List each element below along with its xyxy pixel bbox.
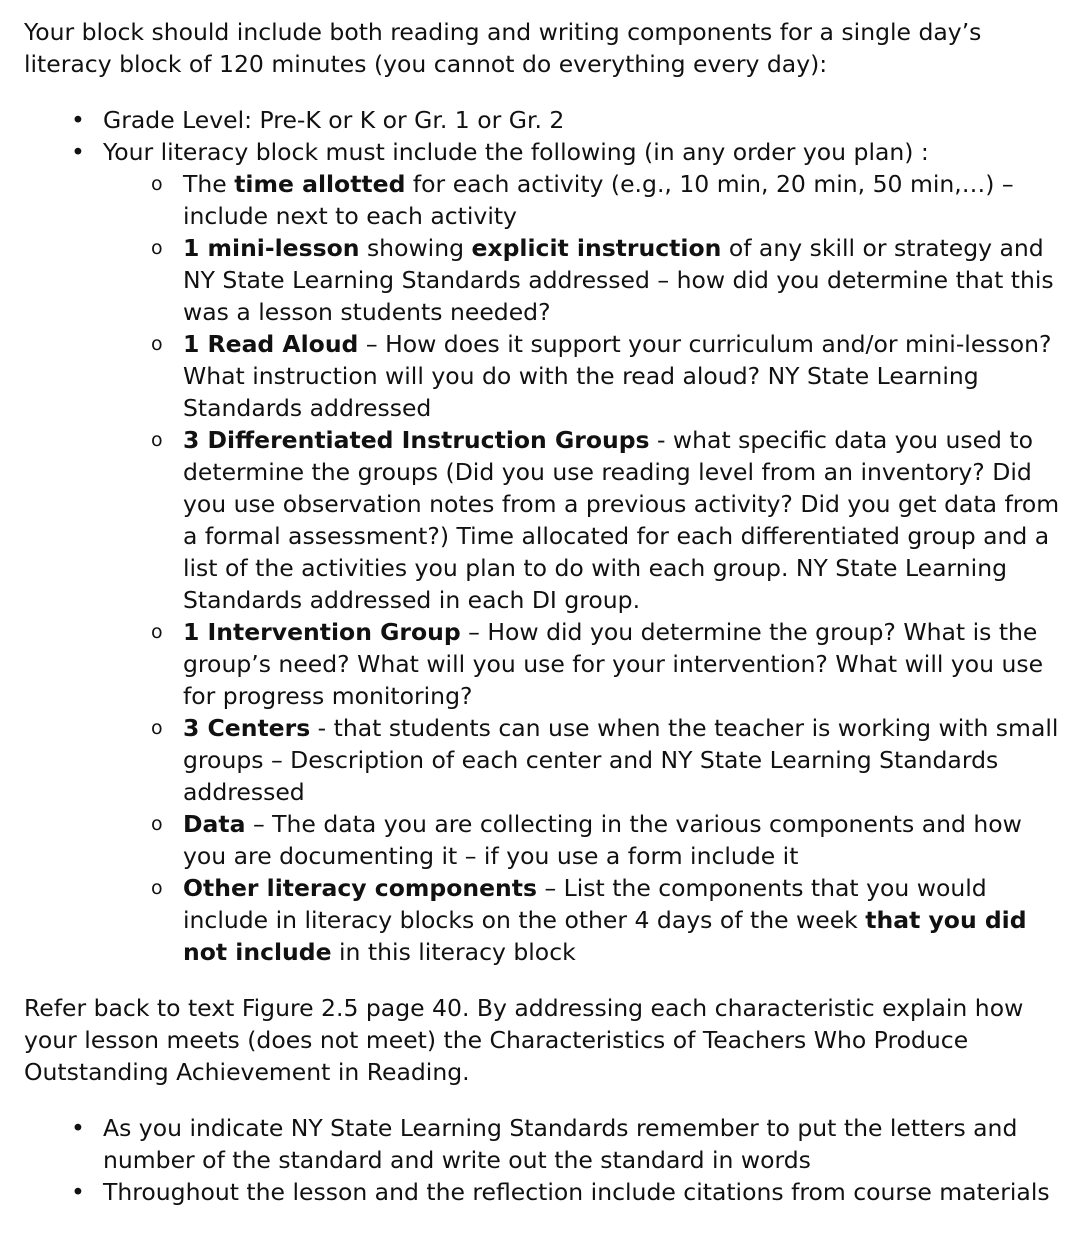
list-item-must-include [24,136,1063,968]
read-aloud-rest: – How does it support your curriculum and/or mini-lesson? What instruction will you do with the read aloud? NY State Learning Standards addressed [183,330,1052,422]
component-read-aloud [103,328,1063,424]
other-rest: in this literacy block [331,938,576,966]
time-rest: for each activity (e.g., 10 min, 20 min, 50 min,…) – include next to each activity [183,170,1014,230]
disc-bullet-icon: • [71,1114,85,1142]
list-item-grade-level [24,104,1063,136]
read-aloud-bold: 1 Read Aloud [183,330,359,358]
intervention-bold: 1 Intervention Group [183,618,461,646]
circle-bullet-icon: o [151,717,163,739]
requirements-list [24,104,1063,968]
component-mini-lesson [103,232,1063,328]
circle-bullet-icon: o [151,877,163,899]
di-groups-rest: - what specific data you used to determine the groups (Did you use reading level from an inventory? Did you use observation notes from a previous activity? Did you get data from a formal assessment?) Time allocated for each differentiated group and a list of the activities you plan to do with each group. NY State Learning Standards addressed in each DI group. [183,426,1060,614]
data-rest: – The data you are collecting in the various components and how you are documenting it – if you use a form include it [183,810,1022,870]
citations-note-text: Throughout the lesson and the reflection include citations from course materials [103,1178,1050,1206]
standards-note-text: As you indicate NY State Learning Standards remember to put the letters and number of the standard and write out the standard in words [103,1114,1018,1174]
circle-bullet-icon: o [151,813,163,835]
other-bold: Other literacy components [183,874,537,902]
mini-lesson-mid: showing [359,234,472,262]
time-pre: The [183,170,235,198]
final-notes-list [24,1112,1063,1208]
di-groups-bold: 3 Differentiated Instruction Groups [183,426,650,454]
data-bold: Data [183,810,246,838]
component-time-allotted [103,168,1063,232]
centers-bold: 3 Centers [183,714,311,742]
explicit-instruction-bold: explicit instruction [471,234,722,262]
circle-bullet-icon: o [151,237,163,259]
mini-lesson-bold: 1 mini-lesson [183,234,360,262]
list-item-citations-note [24,1176,1063,1208]
refer-paragraph: Refer back to text Figure 2.5 page 40. By addressing each characteristic explain how your lesson meets (does not meet) the Characteristics of Teachers Who Produce Outstanding Achievement in Reading. [24,994,1024,1086]
other-mid: – List the components that you would include in literacy blocks on the other 4 days of the week [183,874,987,934]
component-centers [103,712,1063,808]
circle-bullet-icon: o [151,429,163,451]
disc-bullet-icon: • [71,138,85,166]
component-data [103,808,1063,872]
centers-rest: - that students can use when the teacher is working with small groups – Description of each center and NY State Learning Standards addressed [183,714,1059,806]
intro-paragraph: Your block should include both reading and writing components for a single day’s literacy block of 120 minutes (you cannot do everything every day): [24,18,982,78]
other-not-included-bold: that you did not include [183,906,1027,966]
component-intervention-group [103,616,1063,712]
list-item-standards-note [24,1112,1063,1176]
disc-bullet-icon: • [71,106,85,134]
disc-bullet-icon: • [71,1178,85,1206]
intervention-rest: – How did you determine the group? What is the group’s need? What will you use for your intervention? What will you use for progress monitoring? [183,618,1044,710]
component-other-literacy [103,872,1063,968]
grade-level-text: Grade Level: Pre-K or K or Gr. 1 or Gr. 2 [103,106,565,134]
circle-bullet-icon: o [151,333,163,355]
component-di-groups [103,424,1063,616]
must-include-text: Your literacy block must include the following (in any order you plan) : [103,138,929,166]
circle-bullet-icon: o [151,173,163,195]
mini-lesson-rest: of any skill or strategy and NY State Learning Standards addressed – how did you determine that this was a lesson students needed? [183,234,1054,326]
circle-bullet-icon: o [151,621,163,643]
components-list [103,168,1063,968]
time-allotted-bold: time allotted [234,170,406,198]
